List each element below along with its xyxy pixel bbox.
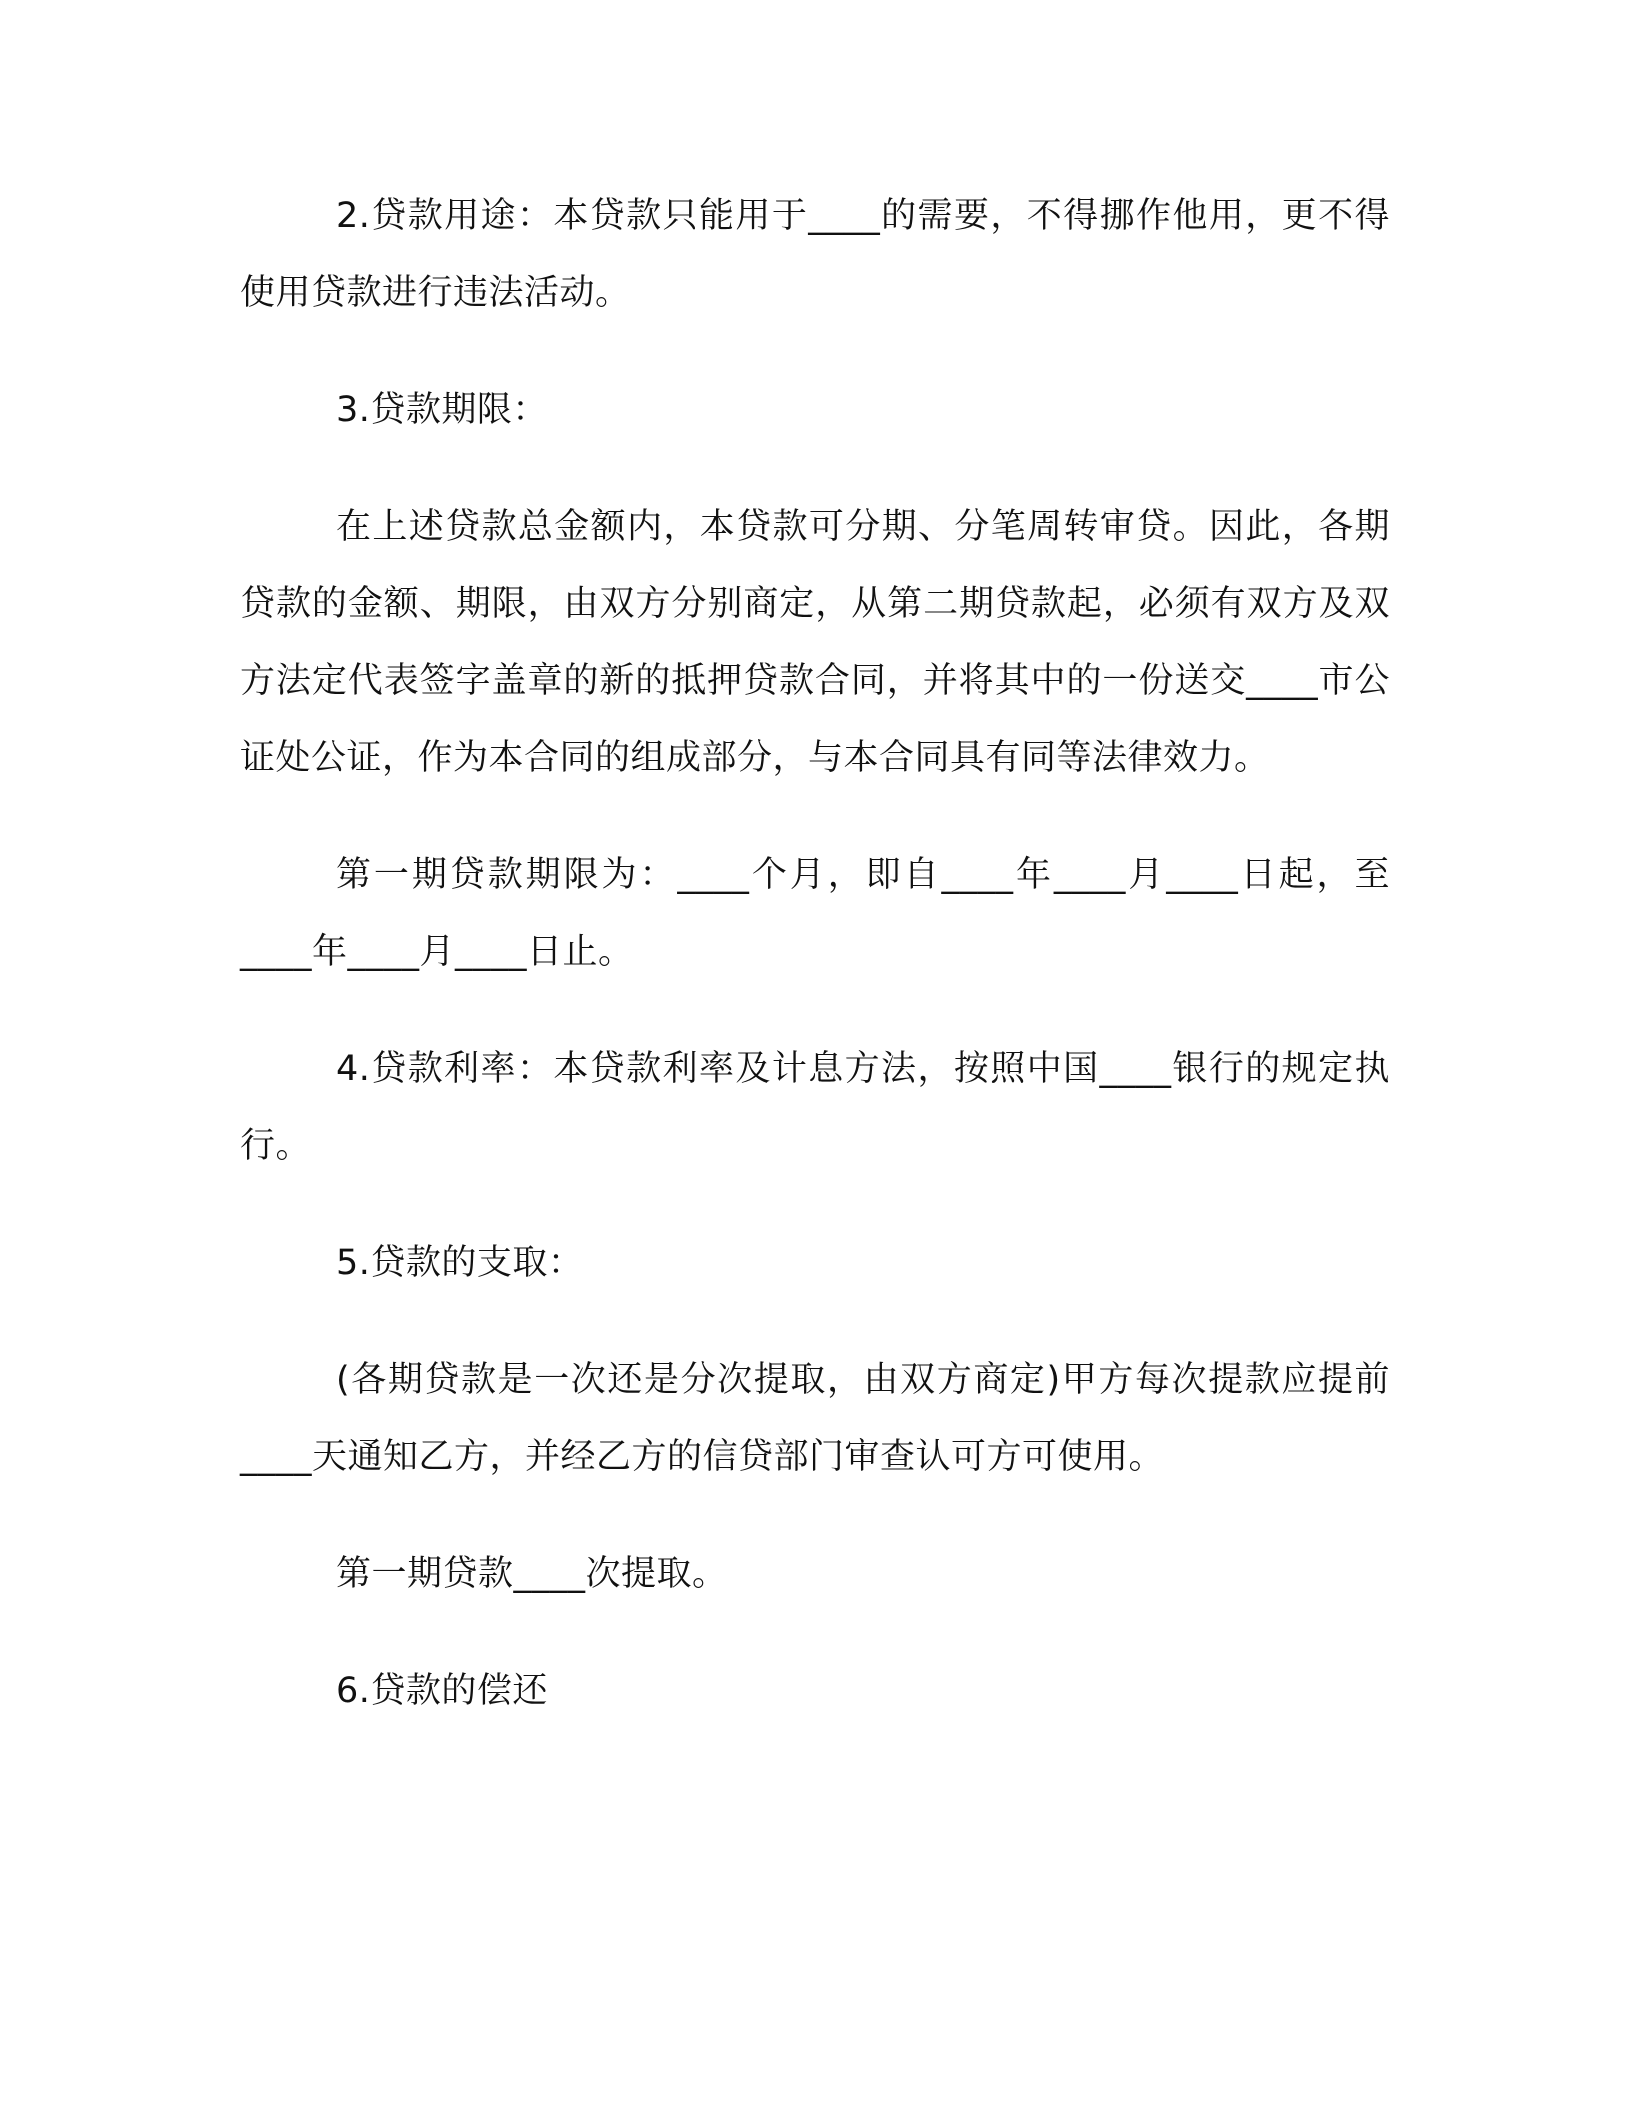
heading-withdrawal: 5.贷款的支取： bbox=[336, 1243, 584, 1283]
heading-repayment: 6.贷款的偿还 bbox=[336, 1671, 548, 1711]
heading-loan-term: 3.贷款期限： bbox=[336, 390, 548, 430]
paragraph-installments: 在上述贷款总金额内，本贷款可分期、分笔周转审贷。因此，各期贷款的金额、期限，由双方分别商定，从第二期贷款起，必须有双方及双方法定代表签字盖章的新的抵押贷款合同，并将其中的一份送交____市公证处公证，作为本合同的组成部分，与本合同具有同等法律效力。 bbox=[240, 507, 1390, 778]
paragraph-first-term: 第一期贷款期限为：____个月，即自____年____月____日起，至____年____月____日止。 bbox=[240, 855, 1390, 972]
paragraph-first-withdrawal: 第一期贷款____次提取。 bbox=[336, 1554, 728, 1594]
paragraph-loan-purpose: 2.贷款用途：本贷款只能用于____的需要，不得挪作他用，更不得使用贷款进行违法活动。 bbox=[240, 196, 1390, 313]
document-body bbox=[240, 178, 1390, 1770]
paragraph-withdrawal-notice: (各期贷款是一次还是分次提取，由双方商定)甲方每次提款应提前____天通知乙方，并经乙方的信贷部门审查认可方可使用。 bbox=[240, 1360, 1390, 1477]
paragraph-interest-rate: 4.贷款利率：本贷款利率及计息方法，按照中国____银行的规定执行。 bbox=[240, 1049, 1390, 1166]
